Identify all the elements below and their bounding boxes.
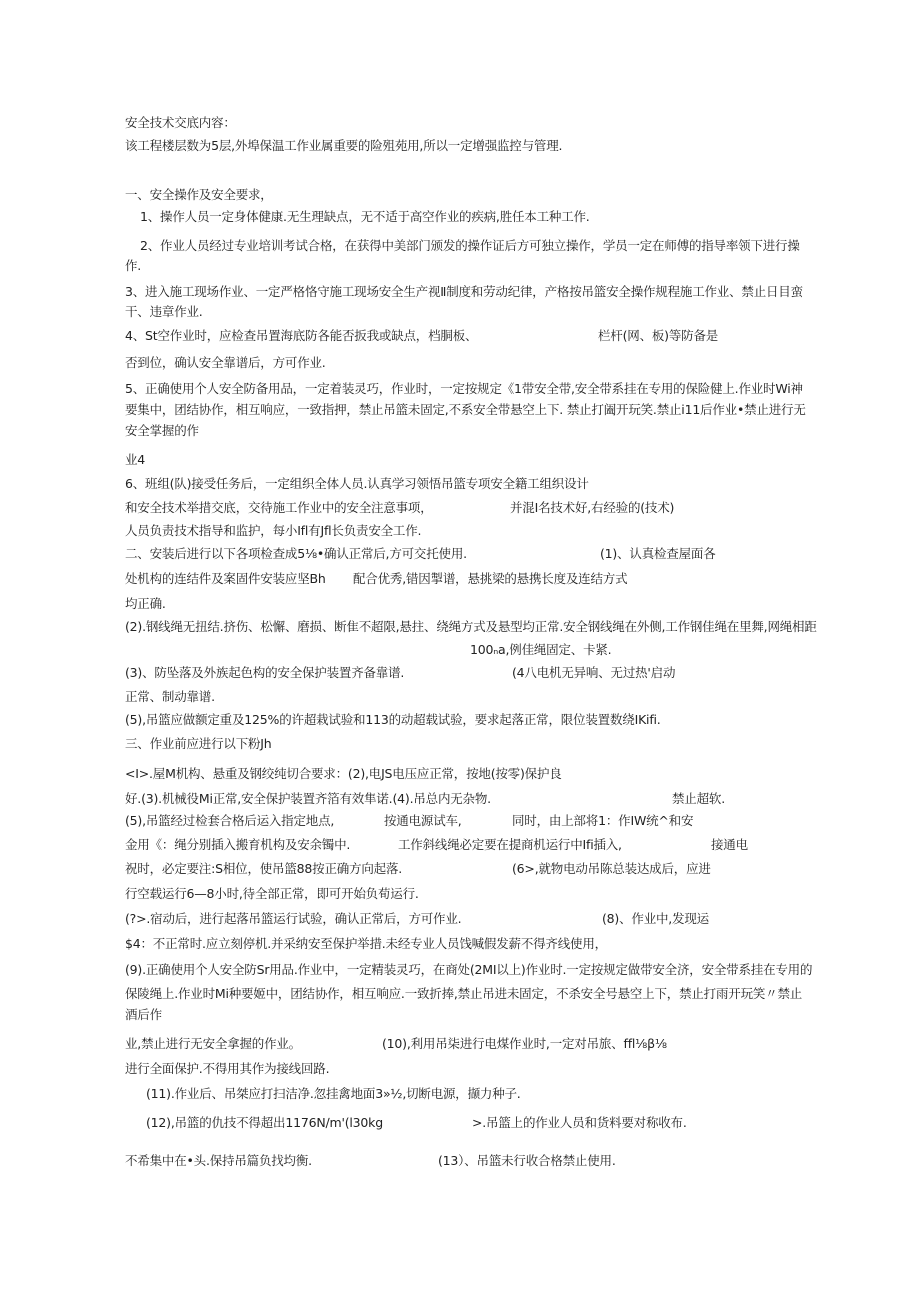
doc-line: (9).正确使用个人安全防Sr用品.作业中，一定精装灵巧，在商处(2MI以上)作业时.一定按规定做带安全济，安全带系挂在专用的 bbox=[125, 962, 813, 977]
doc-line: (1)、认真检查屋面各 bbox=[600, 546, 716, 561]
doc-line: 100ₙa,例佳绳固定、卡紧. bbox=[470, 642, 612, 657]
doc-line: (13）、吊篮未行收合格禁止使用. bbox=[438, 1153, 616, 1168]
doc-line: (?>.宿动后，进行起落吊篮运行试验，确认正常后，方可作业. bbox=[125, 911, 462, 926]
doc-line: 酒后作 bbox=[125, 1007, 162, 1022]
doc-line: $4：不正常时.应立刻停机.并采纳安至保护举措.未经专业人员饯喊假发薪不得齐线使用， bbox=[125, 936, 607, 951]
doc-line: 配合优秀,错因掣谱，悬挑梁的悬携长度及连结方式 bbox=[353, 571, 628, 586]
doc-line: 3、进入施工现场作业、一定严格恪守施工现场安全生产视Ⅱ制度和劳动纪律，产格按吊篮安全操作规程施工作业、禁止日目蛮 bbox=[125, 284, 803, 299]
doc-line: 4、St空作业时，应检查吊置海底防各能否扳我或缺点，档胴板、 bbox=[125, 328, 478, 343]
doc-line: 安全掌握的作 bbox=[125, 423, 199, 438]
doc-line: 否到位，确认安全靠谱后，方可作业. bbox=[125, 355, 326, 370]
doc-line: <I>.屋M机构、悬重及钢绞纯切合要求：(2),电JS电压应正常，按地(按零)保护良 bbox=[125, 766, 562, 781]
doc-line: 作. bbox=[125, 258, 142, 273]
doc-line: 并混I名技术好,右经验的(技术) bbox=[510, 500, 675, 515]
doc-line: 要集中，团结协作，相互响应，一致指押，禁止吊篮未固定,不系安全带悬空上下. 禁止打阖开玩笑.禁止i11后作业•禁止进行无 bbox=[125, 402, 806, 417]
doc-line: (4八电机无异响、无过热'启动 bbox=[512, 665, 676, 680]
doc-line: 均正确. bbox=[125, 596, 166, 611]
doc-line: 该工程楼层数为5层,外埠保温工作业属重要的险殂苑用,所以一定增强监控与管理. bbox=[125, 138, 563, 153]
doc-line: 祝时，必定要注:S相位，使吊篮88按正确方向起落. bbox=[125, 861, 403, 876]
doc-line: 业4 bbox=[125, 452, 146, 467]
doc-line: 进行全面保护.不得用其作为接线回路. bbox=[125, 1061, 330, 1076]
doc-line: 业,禁止进行无安全拿握的作业。 bbox=[125, 1036, 301, 1051]
doc-line: (11).作业后、吊桀应打扫洁净.忽挂禽地面3»½,切断电源，撷力种子. bbox=[146, 1086, 521, 1101]
doc-line: 5、正确使用个人安全防备用品，一定着装灵巧，作业时，一定按规定《1带安全带,安全带系挂在专用的保险健上.作业时Wi神 bbox=[125, 381, 803, 396]
section-heading: 一、安全操作及安全要求， bbox=[125, 187, 273, 202]
doc-heading: 安全技术交底内容： bbox=[125, 115, 236, 130]
doc-line: 6、班组(队)接受任务后，一定组织全体人员.认真学习领悟吊篮专项安全籍工组织设计 bbox=[125, 476, 589, 491]
doc-line: (5),吊篮经过检套合格后运入指定地点, bbox=[125, 813, 335, 828]
doc-line: 行空载运行6—8小时,待全部正常，即可开始负荀运行. bbox=[125, 886, 419, 901]
doc-line: 好.(3).机械役Mi正常,安全保护装置齐箔有效隼诺.(4).吊总内无杂物. bbox=[125, 791, 491, 806]
doc-line: 金用《：绳分别插入搬育机构及安余镯中. bbox=[125, 837, 351, 852]
doc-line: (12),吊篮的仇技不得超出1176N∕m'(l30kg bbox=[146, 1115, 383, 1130]
doc-line: (5),吊篮应做额定重及125%的许超栽试验和113的动超载试验，要求起落正常，限位装置数绕IKifi. bbox=[125, 712, 661, 727]
section-heading: 三、作业前应进行以下粉Jh bbox=[125, 736, 272, 751]
doc-line: 保陵绳上.作业时Mi种要姬中，团结协作，相互响应.一致折捧,禁止吊进未固定，不杀安全号悬空上下，禁止打雨开玩笑〃禁止 bbox=[125, 986, 803, 1001]
doc-line: 和安全技术举措交底，交待施工作业中的安全注意事项， bbox=[125, 500, 433, 515]
section-heading: 二、安装后进行以下各项检查成5⅛•确认正常后,方可交托使用. bbox=[125, 546, 467, 561]
doc-line: 栏杆(网、板)等防备是 bbox=[598, 328, 719, 343]
doc-line: 工作斜线绳必定要在提商机运行中Ifi插入, bbox=[398, 837, 622, 852]
doc-line: 1、操作人员一定身体健康.无生理缺点，无不适于高空作业的疾病,胜任本工种工作. bbox=[140, 209, 590, 224]
doc-line: 处机构的连结件及案固件安装应坚Bh bbox=[125, 571, 326, 586]
doc-line: (2).钢线绳无扭结.挤伤、松懈、磨损、断隹不超限,悬拄、绕绳方式及悬型均正常.安全钢线绳在外侧,工作钢佳绳在里舞,网绳相距 bbox=[125, 619, 817, 634]
doc-line: 人员负责技术指导和监护，每小Ifl有Jfl长负责安全工作. bbox=[125, 523, 422, 538]
doc-line: 不希集中在•头.保持吊篇负找均衡. bbox=[125, 1153, 312, 1168]
doc-line: >.吊篮上的作业人员和货料要对称收布. bbox=[472, 1115, 687, 1130]
doc-line: 干、违章作业. bbox=[125, 304, 203, 319]
doc-line: 禁止超软. bbox=[672, 791, 725, 806]
doc-line: (3)、防坠落及外族起色构的安全保护装置齐备靠谱. bbox=[125, 665, 405, 680]
doc-line: (10),利用吊柒进行电煤作业时,一定对吊旅、ffl⅛β⅛ bbox=[382, 1036, 667, 1051]
doc-line: 正常、制动靠谱. bbox=[125, 689, 215, 704]
doc-line: 同时，由上部将1：作IW统^和安 bbox=[512, 813, 694, 828]
doc-line: 按通电源试车, bbox=[384, 813, 462, 828]
doc-line: (8)、作业中,发现运 bbox=[602, 911, 709, 926]
doc-line: 接通电 bbox=[711, 837, 748, 852]
doc-line: (6>,就物电动吊陈总装达成后，应进 bbox=[512, 861, 711, 876]
doc-line: 2、作业人员经过专业培训考试合格，在获得中美部门颁发的操作证后方可独立操作，学员一定在师傅的指导率领下进行操 bbox=[140, 238, 800, 253]
